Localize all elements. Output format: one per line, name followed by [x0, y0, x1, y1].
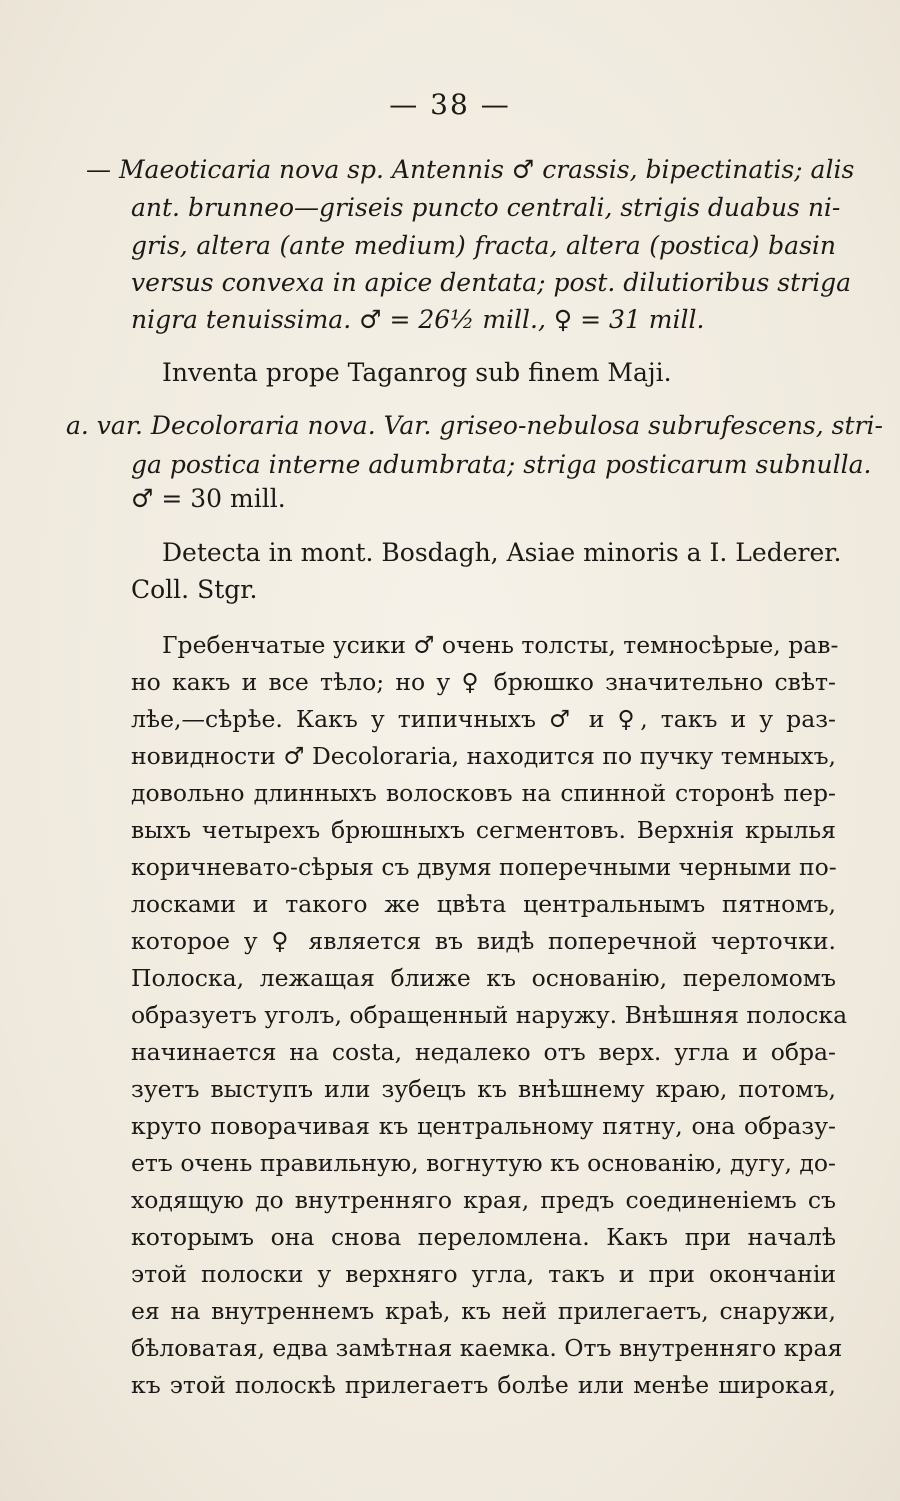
text-line: новидности ♂ Decoloraria, находится по пучку темныхъ, [131, 742, 836, 770]
text-line: но какъ и все тѣло; но у ♀ брюшко значительно свѣт- [131, 668, 836, 696]
text-line: которое у ♀ является въ видѣ поперечной черточки. [131, 927, 836, 955]
text-line: коричневато-сѣрыя съ двумя поперечными черными по- [131, 853, 837, 881]
text-line: етъ очень правильную, вогнутую къ основанію, дугу, до- [131, 1149, 836, 1177]
page-number: — 38 — [389, 88, 511, 121]
text-line: versus convexa in apice dentata; post. dilutioribus striga [131, 268, 852, 297]
text-line: лѣе,—сѣрѣе. Какъ у типичныхъ ♂ и ♀, такъ и у раз- [131, 705, 836, 733]
text-line: бѣловатая, едва замѣтная каемка. Отъ внутренняго края [131, 1334, 843, 1362]
text-line: Полоска, лежащая ближе къ основанію, переломомъ [131, 964, 836, 992]
text-line: образуетъ уголъ, обращенный наружу. Внѣшняя полоска [131, 1001, 848, 1029]
text-line: gris, altera (ante medium) fracta, altera (postica) basin [131, 231, 836, 260]
text-line: которымъ она снова переломлена. Какъ при началѣ [131, 1223, 836, 1251]
text-line: выхъ четырехъ брюшныхъ сегментовъ. Верхнія крылья [131, 816, 836, 844]
text-line: nigra tenuissima. ♂ = 26½ mill., ♀ = 31 mill. [131, 305, 705, 334]
text-line: Detecta in mont. Bosdagh, Asiae minoris a I. Lederer. [162, 538, 842, 567]
text-line: ♂ = 30 mill. [131, 484, 286, 513]
text-line: Coll. Stgr. [131, 575, 258, 604]
text-line: ея на внутреннемъ краѣ, къ ней прилегаетъ, снаружи, [131, 1297, 836, 1325]
text-line: начинается на costa, недалеко отъ верх. угла и обра- [131, 1038, 836, 1066]
text-line: — Maeoticaria nova sp. Antennis ♂ crassis, bipectinatis; alis [86, 155, 855, 184]
text-line: a. var. Decoloraria nova. Var. griseo-nebulosa subrufescens, stri- [66, 411, 883, 440]
text-line: довольно длинныхъ волосковъ на спинной сторонѣ пер- [131, 779, 836, 807]
text-line: ходящую до внутренняго края, предъ соединеніемъ съ [131, 1186, 836, 1214]
text-line: этой полоски у верхняго угла, такъ и при окончаніи [131, 1260, 836, 1288]
text-line: ant. brunneo—griseis puncto centrali, strigis duabus ni- [131, 193, 841, 222]
text-line: круто поворачивая къ центральному пятну, она образу- [131, 1112, 836, 1140]
text-line: ga postica interne adumbrata; striga posticarum subnulla. [131, 450, 872, 479]
locality-note: Inventa prope Taganrog sub finem Maji. [162, 358, 672, 387]
text-line: Гребенчатые усики ♂ очень толсты, темносѣрые, рав- [162, 631, 839, 659]
text-line: зуетъ выступъ или зубецъ къ внѣшнему краю, потомъ, [131, 1075, 836, 1103]
text-line: къ этой полоскѣ прилегаетъ болѣе или менѣе широкая, [131, 1371, 836, 1399]
text-line: лосками и такого же цвѣта центральнымъ пятномъ, [131, 890, 836, 918]
